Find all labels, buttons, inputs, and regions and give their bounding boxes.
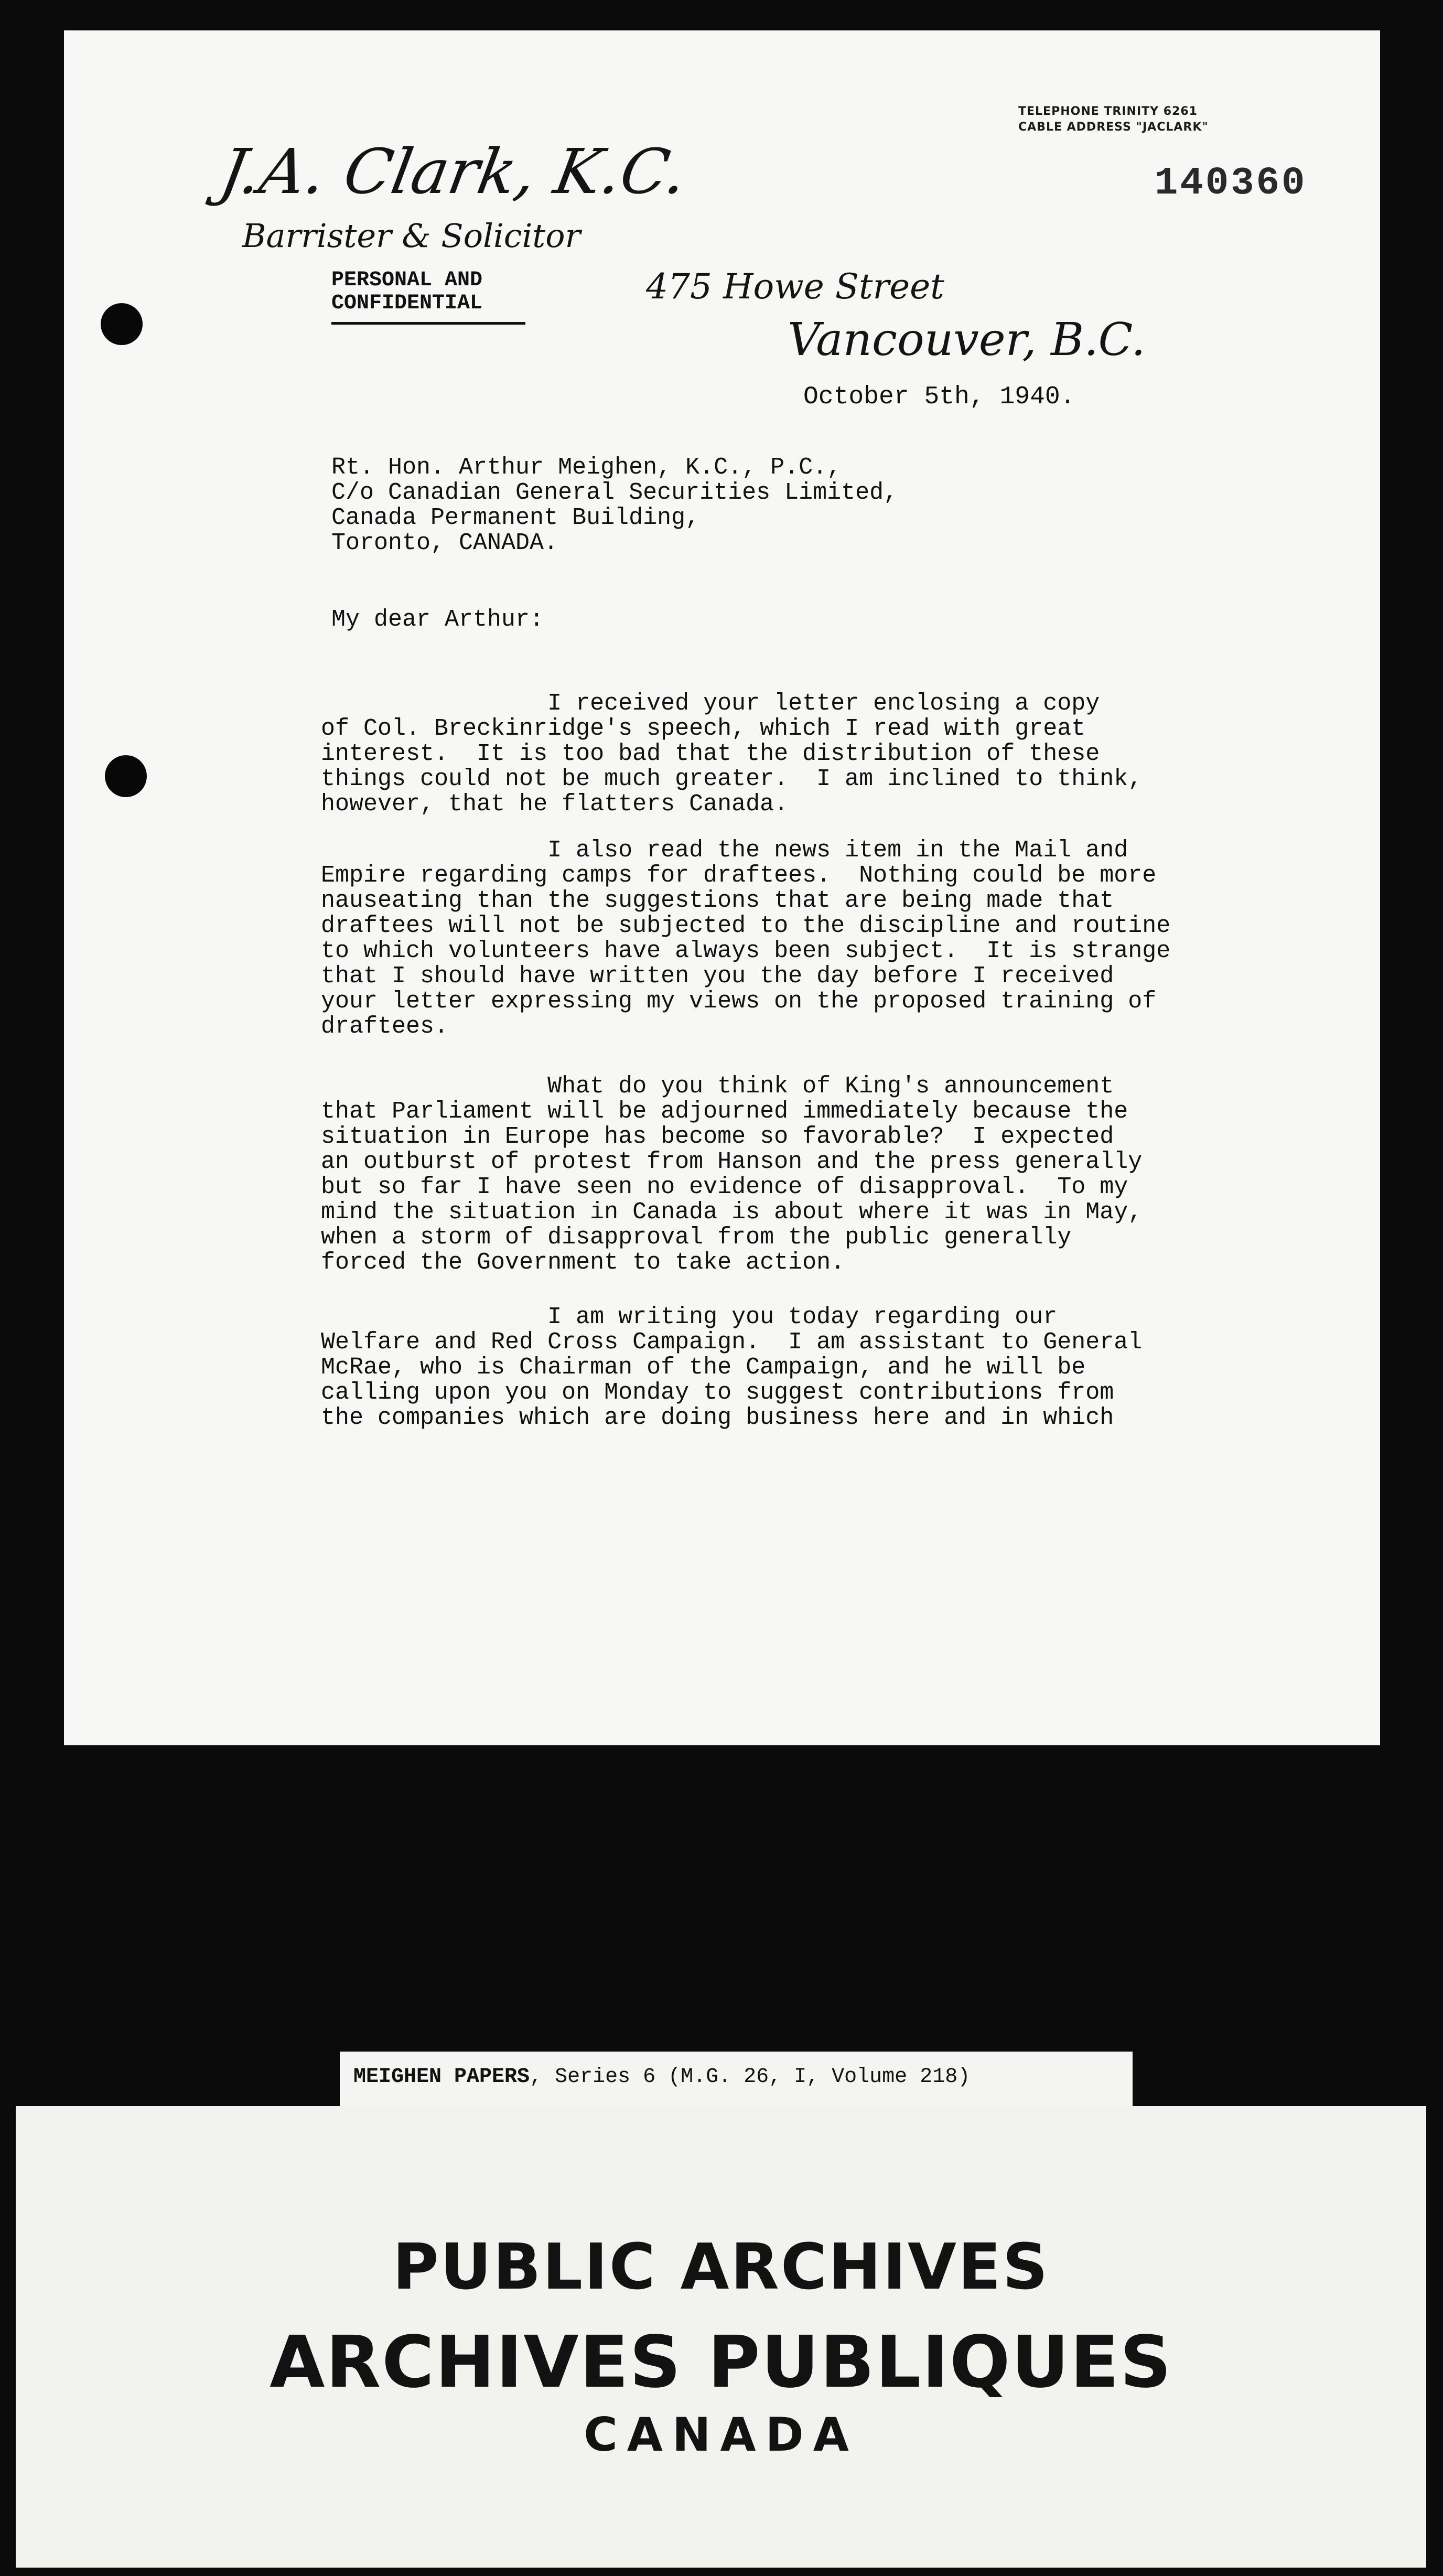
letter-page [64, 30, 1380, 1745]
text-line: when a storm of disapproval from the public generally [321, 1224, 1072, 1251]
punch-hole [105, 755, 147, 797]
confidential-line-2: CONFIDENTIAL [331, 292, 483, 315]
street-address: 475 Howe Street [646, 266, 944, 307]
recipient-line: Canada Permanent Building, [331, 505, 700, 531]
recipient-line: C/o Canadian General Securities Limited, [331, 479, 898, 506]
recipient-line: Toronto, CANADA. [331, 530, 558, 556]
archive-stamp-card [16, 2106, 1426, 2568]
text-line: draftees will not be subjected to the discipline and routine [321, 913, 1171, 939]
text-line: things could not be much greater. I am inclined to think, [321, 766, 1143, 792]
text-line: forced the Government to take action. [321, 1249, 845, 1276]
reference-label [340, 2052, 1133, 2106]
archive-line-country: CANADA [584, 2408, 858, 2462]
paragraph-4 [321, 1305, 1328, 1431]
text-line: I received your letter enclosing a copy [321, 690, 1100, 717]
text-line: interest. It is too bad that the distribution of these [321, 740, 1100, 767]
text-line: of Col. Breckinridge's speech, which I read with great [321, 715, 1086, 742]
text-line: but so far I have seen no evidence of disapproval. To my [321, 1174, 1128, 1200]
paragraph-3 [321, 1074, 1328, 1275]
recipient-line: Rt. Hon. Arthur Meighen, K.C., P.C., [331, 454, 842, 481]
reference-details: , Series 6 (M.G. 26, I, Volume 218) [530, 2065, 971, 2089]
confidential-line-1: PERSONAL AND [331, 269, 483, 292]
text-line: the companies which are doing business here and in which [321, 1404, 1114, 1431]
recipient-address [331, 455, 898, 556]
punch-hole [101, 303, 143, 345]
text-line: that Parliament will be adjourned immediately because the [321, 1098, 1128, 1125]
text-line: I also read the news item in the Mail and [321, 837, 1128, 864]
city-address: Vancouver, B.C. [788, 314, 1146, 366]
text-line: however, that he flatters Canada. [321, 791, 789, 818]
text-line: nauseating than the suggestions that are being made that [321, 887, 1114, 914]
telephone-line: TELEPHONE TRINITY 6261 [1018, 105, 1198, 118]
reference-text [353, 2065, 970, 2089]
text-line: draftees. [321, 1013, 449, 1040]
document-number: 140360 [1155, 162, 1307, 206]
text-line: an outburst of protest from Hanson and the press generally [321, 1149, 1143, 1175]
letterhead-contact [1018, 104, 1209, 135]
salutation: My dear Arthur: [331, 606, 544, 633]
text-line: calling upon you on Monday to suggest contributions from [321, 1379, 1114, 1406]
text-line: What do you think of King's announcement [321, 1073, 1114, 1100]
cable-address-line: CABLE ADDRESS "JACLARK" [1018, 121, 1209, 134]
text-line: that I should have written you the day before I received [321, 963, 1114, 990]
letter-date: October 5th, 1940. [803, 383, 1075, 411]
reference-collection: MEIGHEN PAPERS [353, 2065, 530, 2089]
firm-name: J.A. Clark, K.C. [214, 135, 693, 208]
text-line: Empire regarding camps for draftees. Nothing could be more [321, 862, 1157, 889]
text-line: Welfare and Red Cross Campaign. I am assistant to General [321, 1329, 1143, 1356]
paragraph-2 [321, 838, 1328, 1039]
confidential-underline [331, 322, 525, 325]
text-line: your letter expressing my views on the proposed training of [321, 988, 1157, 1015]
text-line: mind the situation in Canada is about where it was in May, [321, 1199, 1143, 1226]
firm-role: Barrister & Solicitor [242, 217, 581, 255]
text-line: to which volunteers have always been subject. It is strange [321, 938, 1171, 964]
text-line: I am writing you today regarding our [321, 1304, 1058, 1330]
text-line: McRae, who is Chairman of the Campaign, and he will be [321, 1354, 1086, 1381]
archive-line-french: ARCHIVES PUBLIQUES [270, 2321, 1172, 2404]
confidential-label [331, 269, 482, 315]
paragraph-1 [321, 691, 1328, 817]
archive-line-english: PUBLIC ARCHIVES [392, 2231, 1050, 2304]
text-line: situation in Europe has become so favorable? I expected [321, 1123, 1114, 1150]
